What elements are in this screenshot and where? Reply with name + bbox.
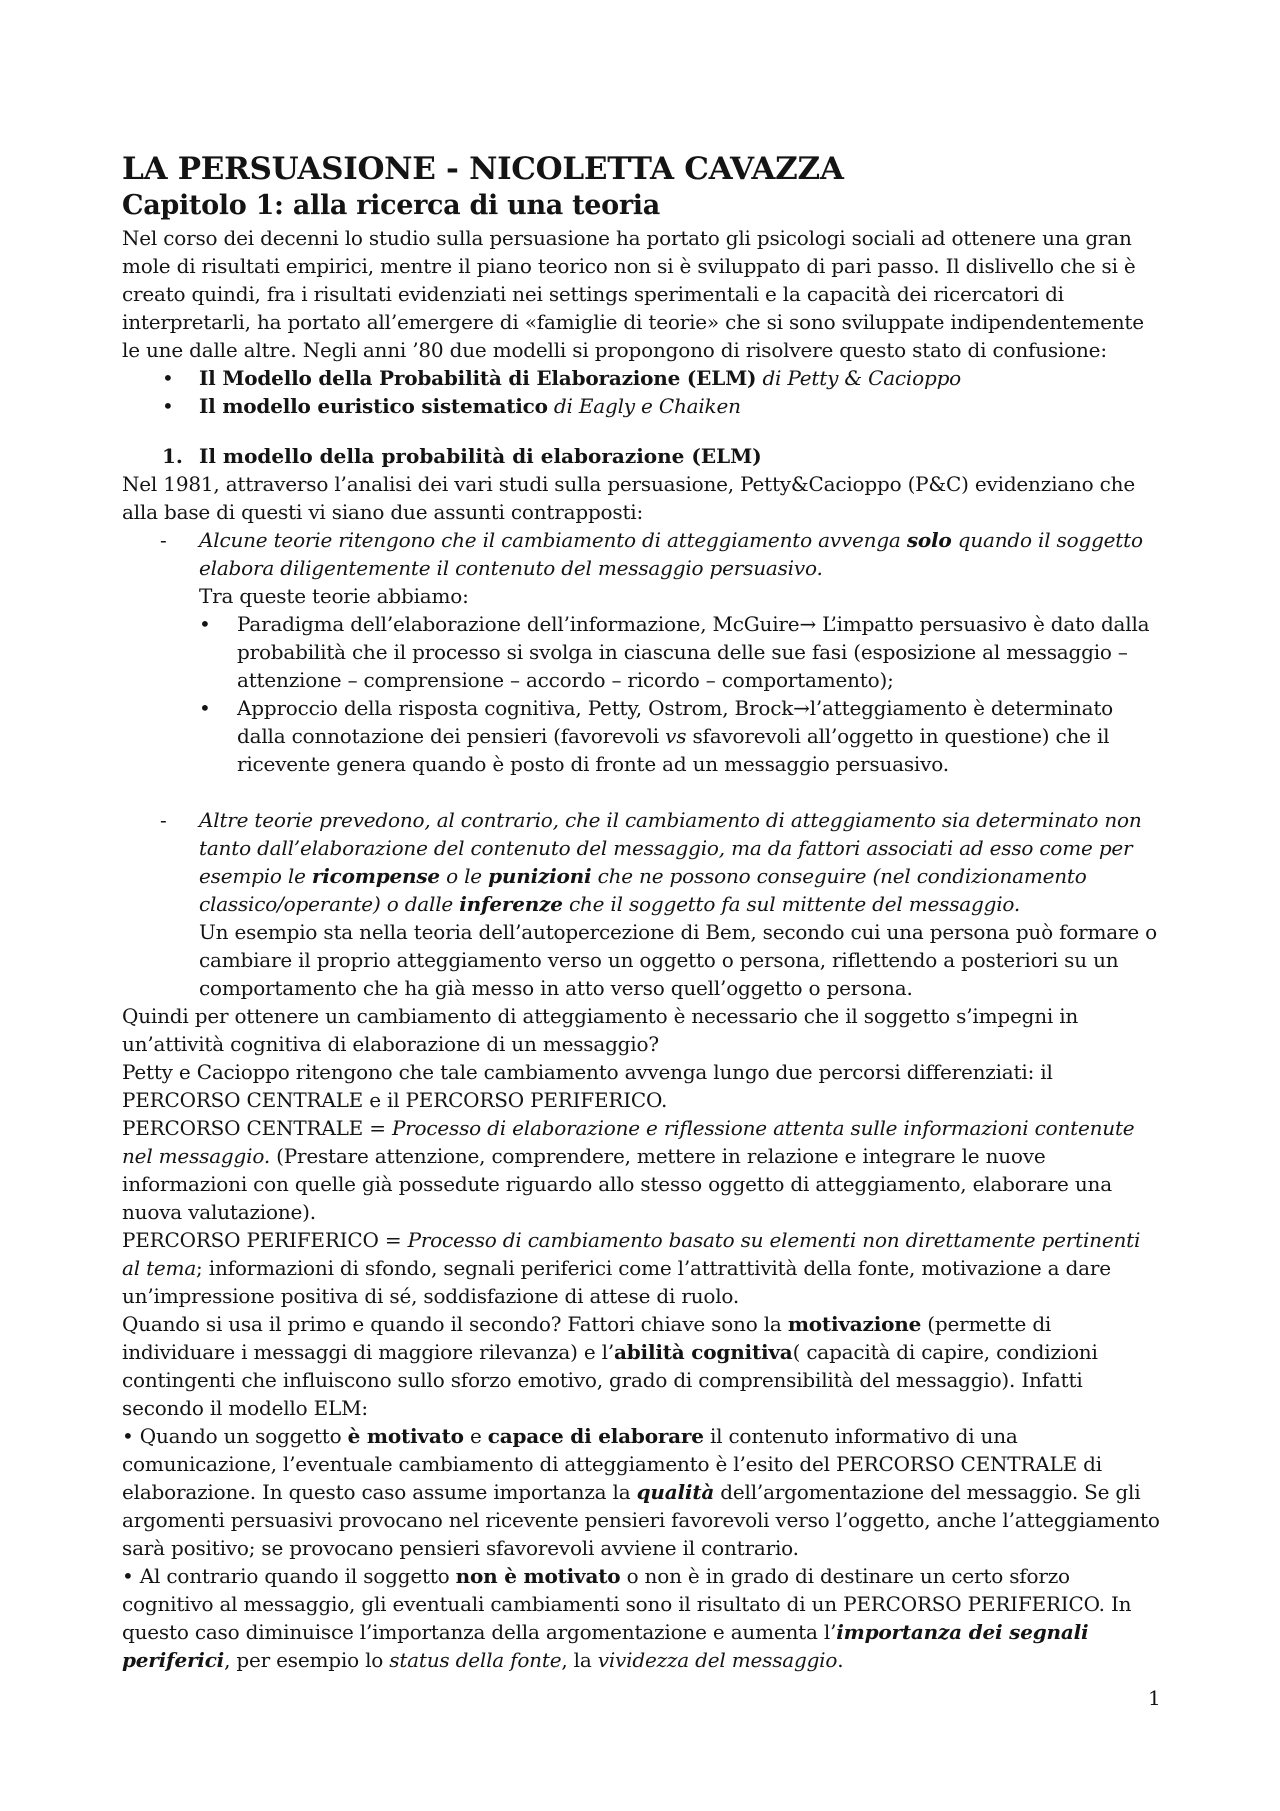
theories-intro: Tra queste teorie abbiamo: (199, 584, 469, 608)
intro-paragraph: Nel corso dei decenni lo studio sulla persuasione ha portato gli psicologi sociali ad ottenere una gran mole di risultati empirici, mentre il piano teorico non si è sviluppato di pari passo. Il dislivello che si è creato quindi, fra i risultati evidenziati nei settings sperimentali e la capacità dei ricercatori di interpretarli, ha portato all’emergere di «famiglie di teorie» che si sono sviluppate indipendentemente le une dalle altre. Negli anni ’80 due modelli si propongono di risolvere questo stato di confusione: (122, 226, 1144, 362)
paragraph-1981: Nel 1981, attraverso l’analisi dei vari studi sulla persuasione, Petty&Cacioppo (P&C) evidenziano che alla base di questi vi siano due assunti contrapposti: (122, 472, 1135, 524)
assumptions-list (122, 526, 1162, 1002)
bullet-marker: • (122, 1564, 134, 1588)
arrow-icon: → (799, 612, 816, 636)
arrow-icon: → (793, 696, 810, 720)
theories-list (199, 610, 1162, 778)
list-item: • Il modello euristico sistematico di Eagly e Chaiken (122, 392, 1162, 420)
routes-paragraph: Petty e Cacioppo ritengono che tale cambiamento avvenga lungo due percorsi differenziati: il PERCORSO CENTRALE e il PERCORSO PERIFERICO. (122, 1060, 1053, 1112)
list-item: • Approccio della risposta cognitiva, Petty, Ostrom, Brock→l’atteggiamento è determinato dalla connotazione dei pensieri (favorevoli vs sfavorevoli all’oggetto in questione) che il ricevente genera quando è posto di fronte ad un messaggio persuasivo. (199, 694, 1162, 778)
list-item: • Il Modello della Probabilità di Elaborazione (ELM) di Petty & Cacioppo (122, 364, 1162, 392)
chapter-heading: Capitolo 1: alla ricerca di una teoria (122, 190, 660, 221)
document-page (122, 150, 1162, 1674)
central-route-paragraph: PERCORSO CENTRALE = Processo di elaborazione e riflessione attenta sulle informazioni contenute nel messaggio. (Prestare attenzione, comprendere, mettere in relazione e integrare le nuove informazioni con quelle già possedute riguardo allo stesso oggetto di atteggiamento, elaborare una nuova valutazione). (122, 1116, 1135, 1224)
bullet-marker: • (122, 1424, 134, 1448)
peripheral-route-paragraph: PERCORSO PERIFERICO = Processo di cambiamento basato su elementi non direttamente pertinenti al tema; informazioni di sfondo, segnali periferici come l’attrattività della fonte, motivazione a dare un’impressione positiva di sé, soddisfazione di attese di ruolo. (122, 1228, 1141, 1308)
dash-marker: - (160, 528, 167, 552)
document-title: LA PERSUASIONE - NICOLETTA CAVAZZA (122, 151, 844, 187)
bem-example: Un esempio sta nella teoria dell’autopercezione di Bem, secondo cui una persona può formare o cambiare il proprio atteggiamento verso un oggetto o persona, riflettendo a posteriori su un comportamento che ha già messo in atto verso quell’oggetto o persona. (199, 920, 1157, 1000)
list-item: - Alcune teorie ritengono che il cambiamento di atteggiamento avvenga solo quando il soggetto elabora diligentemente il contenuto del messaggio persuasivo. Tra queste teorie abbiamo: • Paradigma dell’elaborazione dell’informazione, McGuire→ L’impatto persuasivo è dato dalla probabilità che il processo si svolga in ciascuna delle sue fasi (esposizione al messaggio – attenzione – comprensione – accordo – ricordo – comportamento); • Approccio della risposta cognitiva, Petty, Ostrom, Brock→l’atteggiamento è determinato dalla connotazione dei pensieri (favorevoli vs sfavorevoli all’oggetto in questione) che il ricevente genera quando è posto di fronte ad un messaggio persuasivo. (122, 526, 1162, 806)
question-paragraph: Quindi per ottenere un cambiamento di atteggiamento è necessario che il soggetto s’impegni in un’attività cognitiva di elaborazione di un messaggio? (122, 1004, 1079, 1056)
section-heading (122, 442, 1162, 470)
page-number: 1 (1148, 1686, 1161, 1710)
elm-motivated-paragraph: • Quando un soggetto è motivato e capace di elaborare il contenuto informativo di una comunicazione, l’eventuale cambiamento di atteggiamento è l’esito del PERCORSO CENTRALE di elaborazione. In questo caso assume importanza la qualità dell’argomentazione del messaggio. Se gli argomenti persuasivi provocano nel ricevente pensieri favorevoli verso l’oggetto, anche l’atteggiamento sarà positivo; se provocano pensieri sfavorevoli avviene il contrario. (122, 1424, 1160, 1560)
factors-paragraph: Quando si usa il primo e quando il secondo? Fattori chiave sono la motivazione (permette di individuare i messaggi di maggiore rilevanza) e l’abilità cognitiva( capacità di capire, condizioni contingenti che influiscono sullo sforzo emotivo, grado di comprensibilità del messaggio). Infatti secondo il modello ELM: (122, 1312, 1098, 1420)
list-item: - Altre teorie prevedono, al contrario, che il cambiamento di atteggiamento sia determinato non tanto dall’elaborazione del contenuto del messaggio, ma da fattori associati ad esso come per esempio le ricompense o le punizioni che ne possono conseguire (nel condizionamento classico/operante) o dalle inferenze che il soggetto fa sul mittente del messaggio. Un esempio sta nella teoria dell’autopercezione di Bem, secondo cui una persona può formare o cambiare il proprio atteggiamento verso un oggetto o persona, riflettendo a posteriori su un comportamento che ha già messo in atto verso quell’oggetto o persona. (160, 808, 1157, 1000)
models-list (122, 364, 1162, 420)
elm-unmotivated-paragraph: • Al contrario quando il soggetto non è motivato o non è in grado di destinare un certo sforzo cognitivo al messaggio, gli eventuali cambiamenti sono il risultato di un PERCORSO PERIFERICO. In questo caso diminuisce l’importanza della argomentazione e aumenta l’importanza dei segnali periferici, per esempio lo status della fonte, la vividezza del messaggio. (122, 1564, 1132, 1672)
section-title: Il modello della probabilità di elaborazione (ELM) (199, 444, 762, 468)
section-number: 1. (162, 444, 183, 468)
list-item: • Paradigma dell’elaborazione dell’informazione, McGuire→ L’impatto persuasivo è dato dalla probabilità che il processo si svolga in ciascuna delle sue fasi (esposizione al messaggio – attenzione – comprensione – accordo – ricordo – comportamento); (199, 610, 1162, 694)
dash-marker: - (160, 808, 167, 832)
